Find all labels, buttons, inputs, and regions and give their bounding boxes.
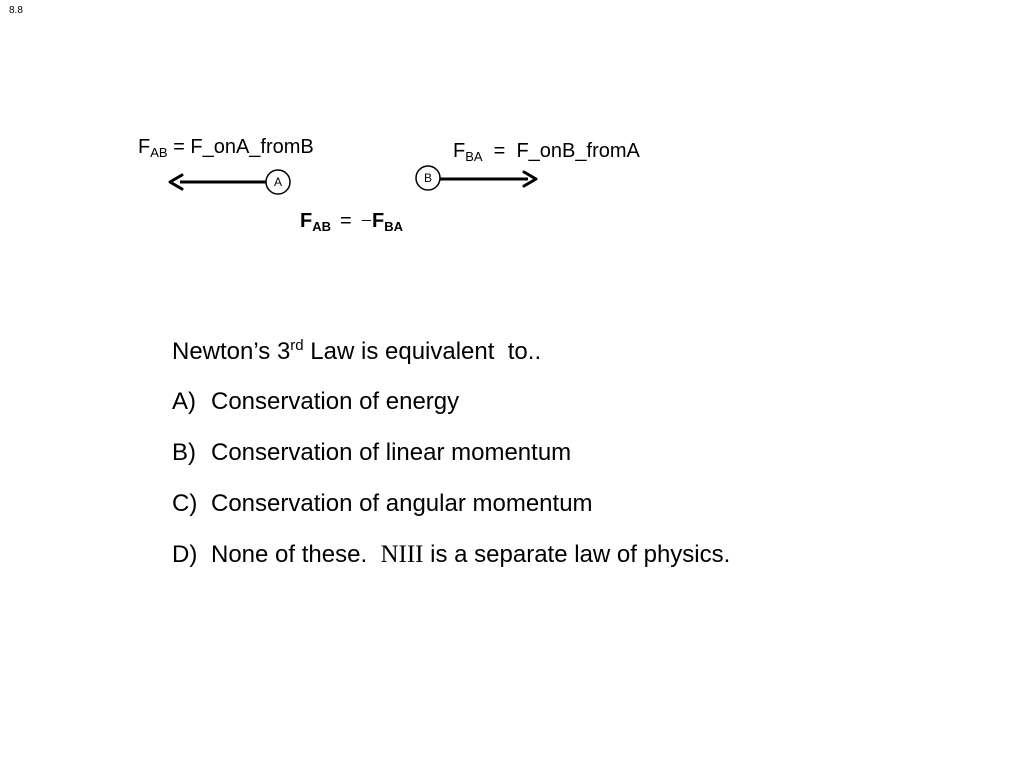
option-text-niii: NIII bbox=[380, 541, 424, 568]
force-arrow-on-a bbox=[170, 175, 266, 189]
minus-sign: − bbox=[360, 210, 372, 232]
option-letter: B) bbox=[172, 439, 196, 466]
equals-sign: = bbox=[340, 210, 352, 232]
particle-b-label: B bbox=[423, 171, 433, 185]
option-text: Conservation of angular momentum bbox=[211, 490, 593, 517]
stem-prefix: Newton’s 3 bbox=[172, 338, 291, 365]
force-definition: = F_onA_fromB bbox=[167, 136, 314, 158]
particle-a-label: A bbox=[273, 175, 283, 189]
particle-a bbox=[266, 170, 290, 194]
rhs-symbol: F bbox=[371, 210, 385, 232]
option-a[interactable] bbox=[172, 386, 459, 418]
option-d[interactable] bbox=[172, 539, 730, 571]
force-arrow-on-b bbox=[440, 172, 536, 186]
particle-b bbox=[416, 166, 440, 190]
force-subscript: AB bbox=[150, 145, 168, 160]
stem-suffix: Law is equivalent to.. bbox=[303, 338, 542, 365]
force-symbol: F bbox=[138, 136, 151, 158]
option-letter: A) bbox=[172, 388, 196, 415]
force-definition: = F_onB_fromA bbox=[482, 140, 640, 162]
option-c[interactable] bbox=[172, 488, 593, 520]
force-subscript: BA bbox=[465, 149, 483, 164]
option-text-after: is a separate law of physics. bbox=[423, 541, 731, 568]
slide-number: 8.8 bbox=[9, 5, 23, 16]
option-letter: D) bbox=[172, 541, 198, 568]
lhs-subscript: AB bbox=[312, 219, 331, 234]
option-text: Conservation of energy bbox=[211, 388, 460, 415]
option-letter: C) bbox=[172, 490, 198, 517]
question-stem bbox=[172, 336, 541, 368]
option-text-before: None of these. bbox=[211, 541, 381, 568]
option-b[interactable] bbox=[172, 437, 571, 469]
lhs-symbol: F bbox=[300, 210, 313, 232]
option-text: Conservation of linear momentum bbox=[211, 439, 572, 466]
stem-superscript: rd bbox=[290, 337, 304, 354]
newton-third-law-equation bbox=[300, 210, 403, 233]
rhs-subscript: BA bbox=[384, 219, 403, 234]
force-symbol: F bbox=[453, 140, 466, 162]
